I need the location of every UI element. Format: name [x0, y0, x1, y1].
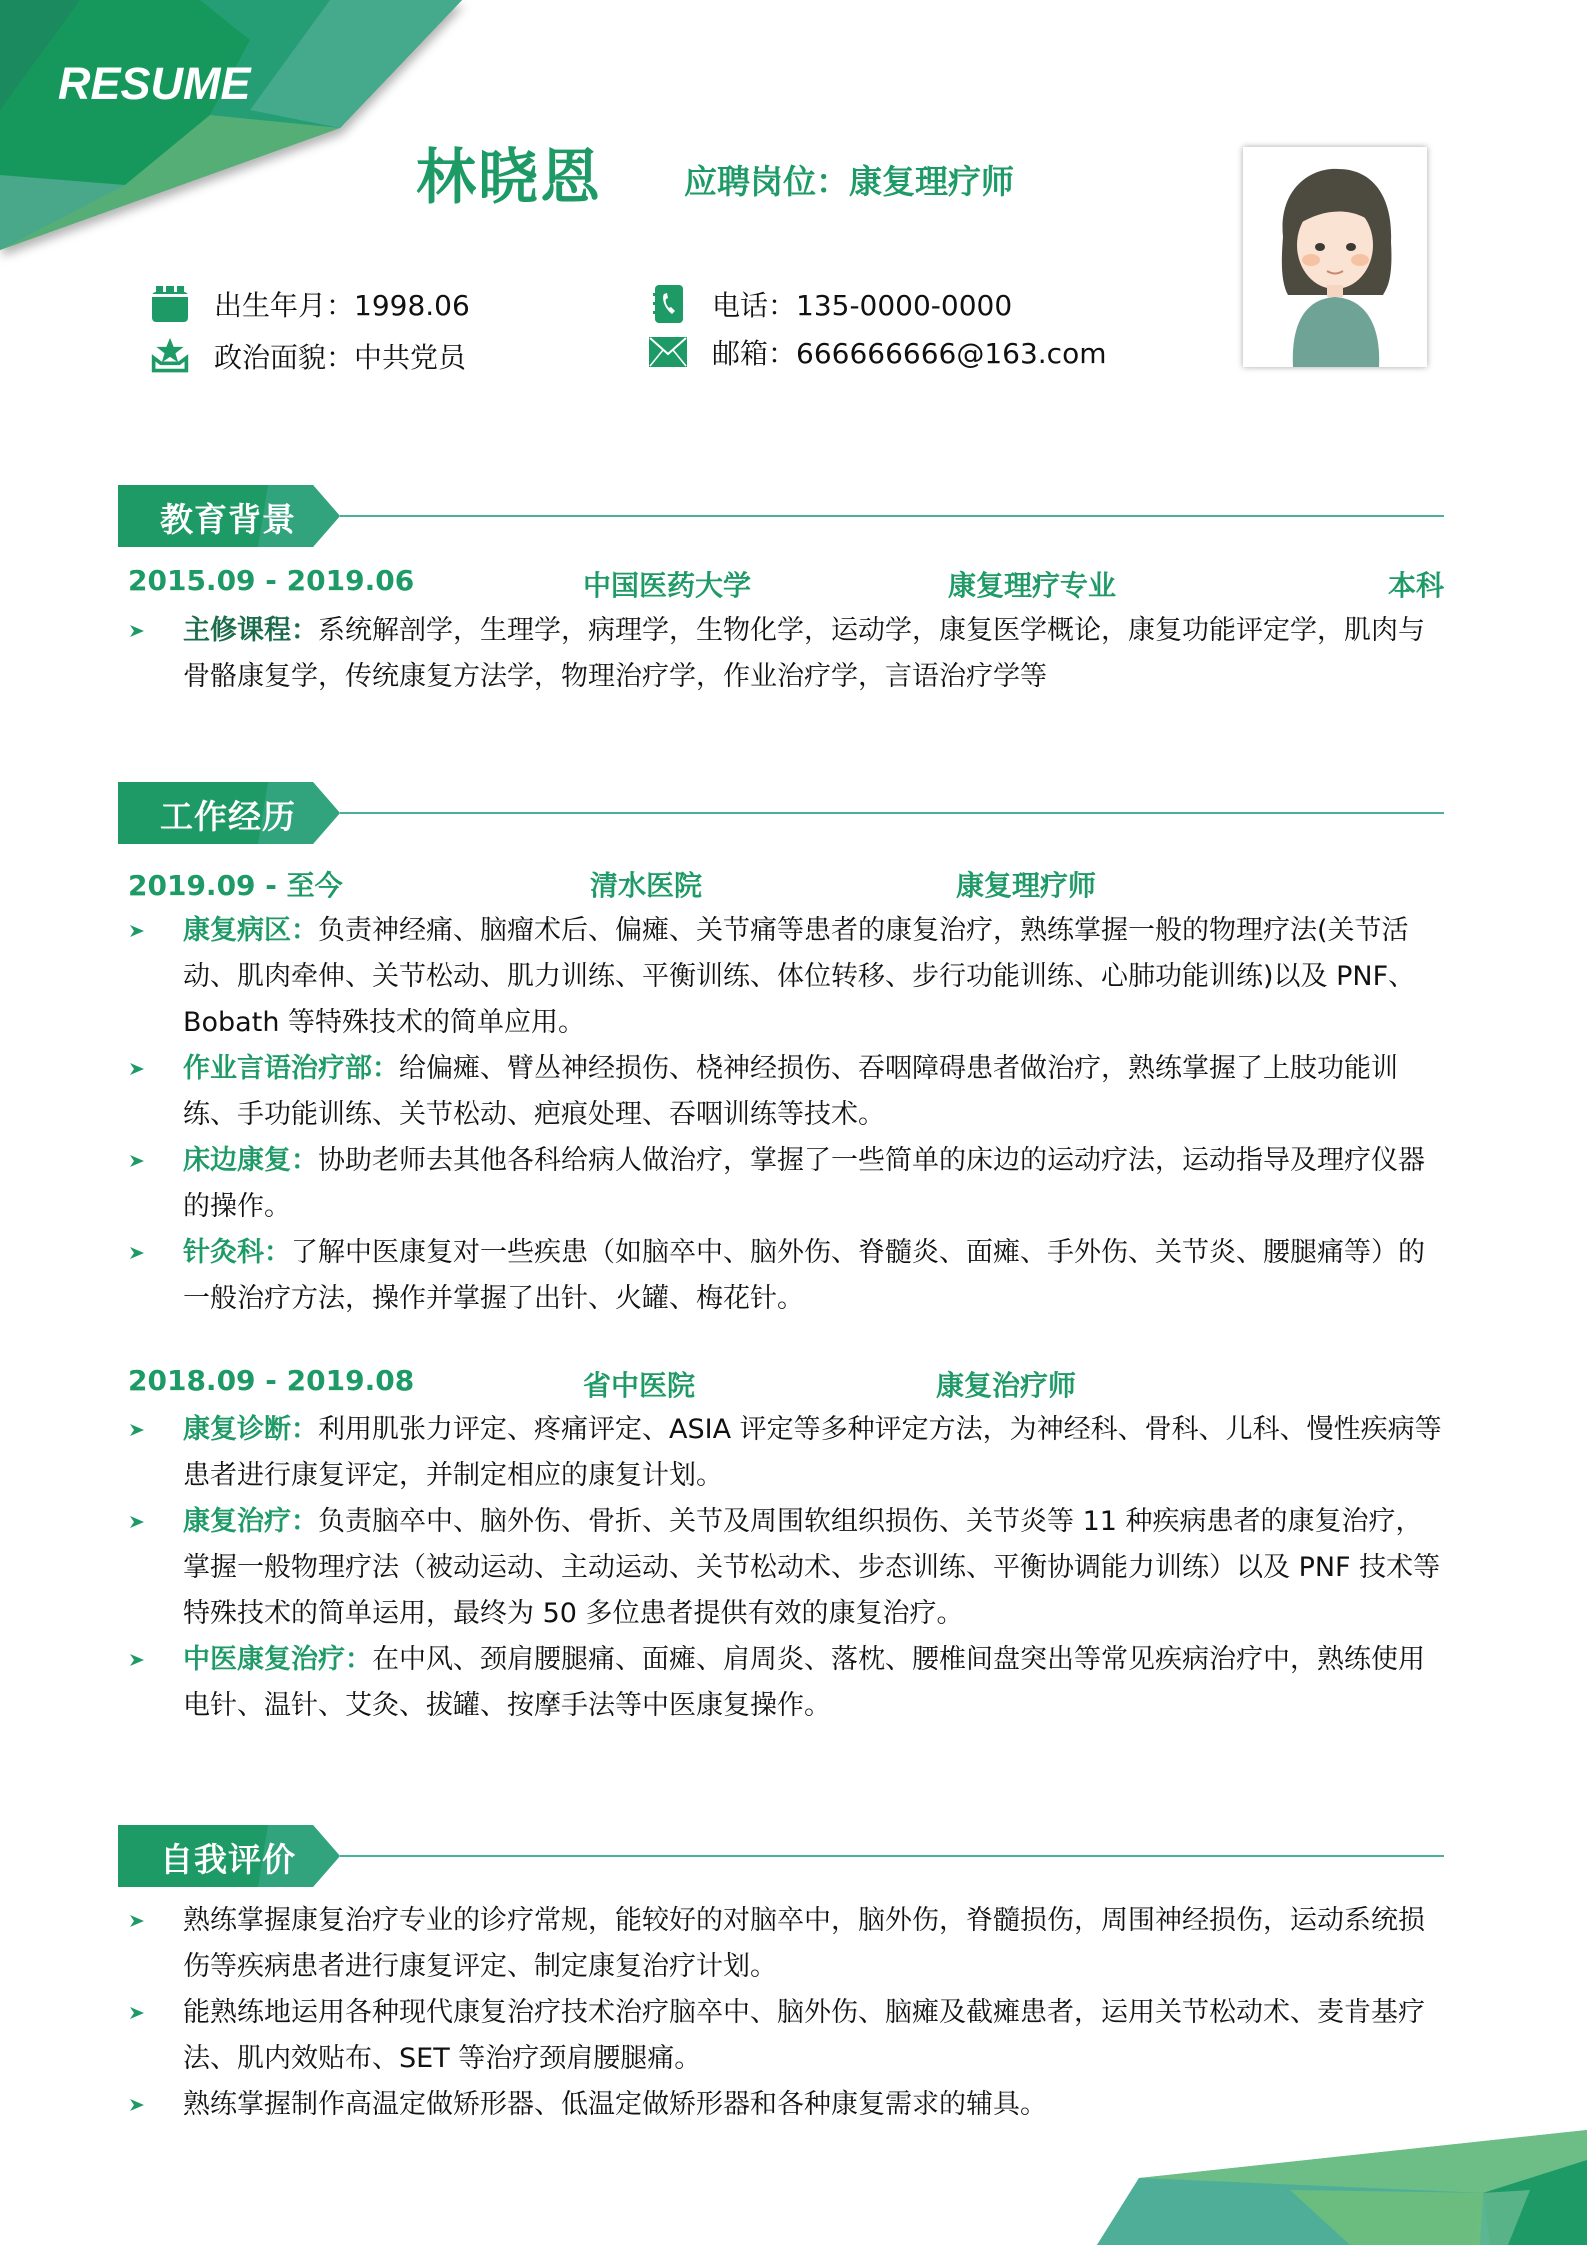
job-2-bullets — [128, 1407, 1444, 1729]
bullet-arrow-icon — [130, 1990, 146, 2036]
bullet-text: 给偏瘫、臂丛神经损伤、桡神经损伤、吞咽障碍患者做治疗，熟练掌握了上肢功能训练、手功能训练、关节松动、疤痕处理、吞咽训练等技术。 — [183, 1053, 1398, 1130]
section-header-work — [118, 782, 1444, 844]
phone-icon — [648, 284, 688, 324]
section-divider — [340, 515, 1444, 517]
bullet-text: 在中风、颈肩腰腿痛、面瘫、肩周炎、落枕、腰椎间盘突出等常见疾病治疗中，熟练使用电针、温针、艾灸、拔罐、按摩手法等中医康复操作。 — [183, 1644, 1425, 1721]
section-title: 自我评价 — [160, 1840, 296, 1879]
education-major: 康复理疗专业 — [948, 569, 1117, 602]
info-email — [648, 332, 1106, 372]
list-item — [128, 1230, 1444, 1322]
list-item — [128, 1990, 1444, 2082]
list-item — [128, 1637, 1444, 1729]
list-item — [128, 2082, 1444, 2128]
section-divider — [340, 1855, 1444, 1857]
bullet-label: 作业言语治疗部： — [183, 1053, 399, 1084]
section-header-self-eval — [118, 1825, 1444, 1887]
info-birth — [150, 284, 470, 324]
bullet-arrow-icon — [130, 1046, 146, 1092]
job-role: 康复治疗师 — [936, 1369, 1077, 1402]
job-period: 2019.09 - 至今 — [128, 869, 343, 902]
info-phone — [648, 284, 1012, 324]
candidate-name: 林晓恩 — [416, 143, 602, 213]
self-eval-bullets — [128, 1898, 1444, 2128]
bullet-arrow-icon — [130, 1898, 146, 1944]
mail-icon — [648, 332, 688, 372]
bullet-arrow-icon — [130, 1407, 146, 1453]
bullet-label: 康复治疗： — [183, 1506, 318, 1537]
section-title: 工作经历 — [160, 797, 296, 836]
bullet-arrow-icon — [130, 1230, 146, 1276]
education-degree: 本科 — [1387, 569, 1444, 602]
bullet-text: 利用肌张力评定、疼痛评定、ASIA 评定等多种评定方法，为神经科、骨科、儿科、慢性疾病等患者进行康复评定，并制定相应的康复计划。 — [183, 1414, 1442, 1491]
education-bullets — [128, 608, 1444, 700]
bullet-text: 了解中医康复对一些疾患（如脑卒中、脑外伤、脊髓炎、面瘫、手外伤、关节炎、腰腿痛等）的一般治疗方法，操作并掌握了出针、火罐、梅花针。 — [183, 1237, 1425, 1314]
footer-decoration — [1090, 2120, 1587, 2245]
bullet-label: 床边康复： — [183, 1145, 318, 1176]
education-period: 2015.09 - 2019.06 — [128, 564, 415, 597]
bullet-text: 熟练掌握康复治疗专业的诊疗常规，能较好的对脑卒中，脑外伤，脊髓损伤，周围神经损伤，运动系统损伤等疾病患者进行康复评定、制定康复治疗计划。 — [183, 1905, 1425, 1982]
profile-photo — [1243, 147, 1427, 367]
party-star-icon — [150, 336, 190, 376]
list-item — [128, 908, 1444, 1046]
section-title: 教育背景 — [160, 500, 296, 539]
list-item — [128, 1046, 1444, 1138]
bullet-arrow-icon — [130, 608, 146, 654]
email-text[interactable]: 邮箱：666666666@163.com — [712, 337, 1107, 370]
list-item — [128, 1499, 1444, 1637]
bullet-arrow-icon — [130, 908, 146, 954]
bullet-arrow-icon — [130, 1138, 146, 1184]
bullet-text: 协助老师去其他各科给病人做治疗，掌握了一些简单的床边的运动疗法，运动指导及理疗仪器的操作。 — [183, 1145, 1425, 1222]
bullet-text: 负责神经痛、脑瘤术后、偏瘫、关节痛等患者的康复治疗，熟练掌握一般的物理疗法(关节活动、肌肉牵伸、关节松动、肌力训练、平衡训练、体位转移、步行功能训练、心肺功能训练)以及 PNF、Bobath 等特殊技术的简单应用。 — [183, 915, 1416, 1038]
section-divider — [340, 812, 1444, 814]
job-target: 应聘岗位：康复理疗师 — [684, 162, 1014, 201]
bullet-text: 系统解剖学，生理学，病理学，生物化学，运动学，康复医学概论，康复功能评定学，肌肉与骨骼康复学，传统康复方法学，物理治疗学，作业治疗学，言语治疗学等 — [183, 615, 1425, 692]
education-school: 中国医药大学 — [583, 569, 752, 602]
job-org: 省中医院 — [583, 1369, 696, 1402]
job-row-1 — [128, 864, 1444, 904]
list-item — [128, 1898, 1444, 1990]
bullet-arrow-icon — [130, 1637, 146, 1683]
calendar-icon — [150, 284, 190, 324]
bullet-label: 针灸科： — [183, 1237, 291, 1268]
education-row — [128, 564, 1444, 604]
list-item — [128, 1138, 1444, 1230]
politics-text: 政治面貌：中共党员 — [214, 341, 467, 374]
bullet-label: 康复诊断： — [183, 1414, 318, 1445]
bullet-label: 主修课程： — [183, 615, 318, 646]
job-1-bullets — [128, 908, 1444, 1322]
resume-banner-text: RESUME — [58, 58, 251, 109]
bullet-label: 中医康复治疗： — [183, 1644, 372, 1675]
phone-text[interactable]: 电话：135-0000-0000 — [712, 289, 1013, 322]
section-header-education — [118, 485, 1444, 547]
header-decoration — [0, 0, 480, 270]
job-row-2 — [128, 1364, 1444, 1404]
bullet-text: 熟练掌握制作高温定做矫形器、低温定做矫形器和各种康复需求的辅具。 — [183, 2089, 1047, 2120]
bullet-arrow-icon — [130, 2082, 146, 2128]
avatar-illustration-icon — [1243, 147, 1427, 367]
bullet-label: 康复病区： — [183, 915, 318, 946]
bullet-arrow-icon — [130, 1499, 146, 1545]
job-period: 2018.09 - 2019.08 — [128, 1364, 415, 1397]
bullet-text: 负责脑卒中、脑外伤、骨折、关节及周围软组织损伤、关节炎等 11 种疾病患者的康复治疗，掌握一般物理疗法（被动运动、主动运动、关节松动术、步态训练、平衡协调能力训练）以及 PNF 技术等特殊技术的简单运用，最终为 50 多位患者提供有效的康复治疗。 — [183, 1506, 1441, 1629]
list-item — [128, 608, 1444, 700]
info-politics — [150, 336, 466, 376]
job-org: 清水医院 — [590, 869, 703, 902]
list-item — [128, 1407, 1444, 1499]
job-role: 康复理疗师 — [956, 869, 1097, 902]
bullet-text: 能熟练地运用各种现代康复治疗技术治疗脑卒中、脑外伤、脑瘫及截瘫患者，运用关节松动术、麦肯基疗法、肌内效贴布、SET 等治疗颈肩腰腿痛。 — [183, 1997, 1425, 2074]
birth-text: 出生年月：1998.06 — [214, 289, 470, 322]
